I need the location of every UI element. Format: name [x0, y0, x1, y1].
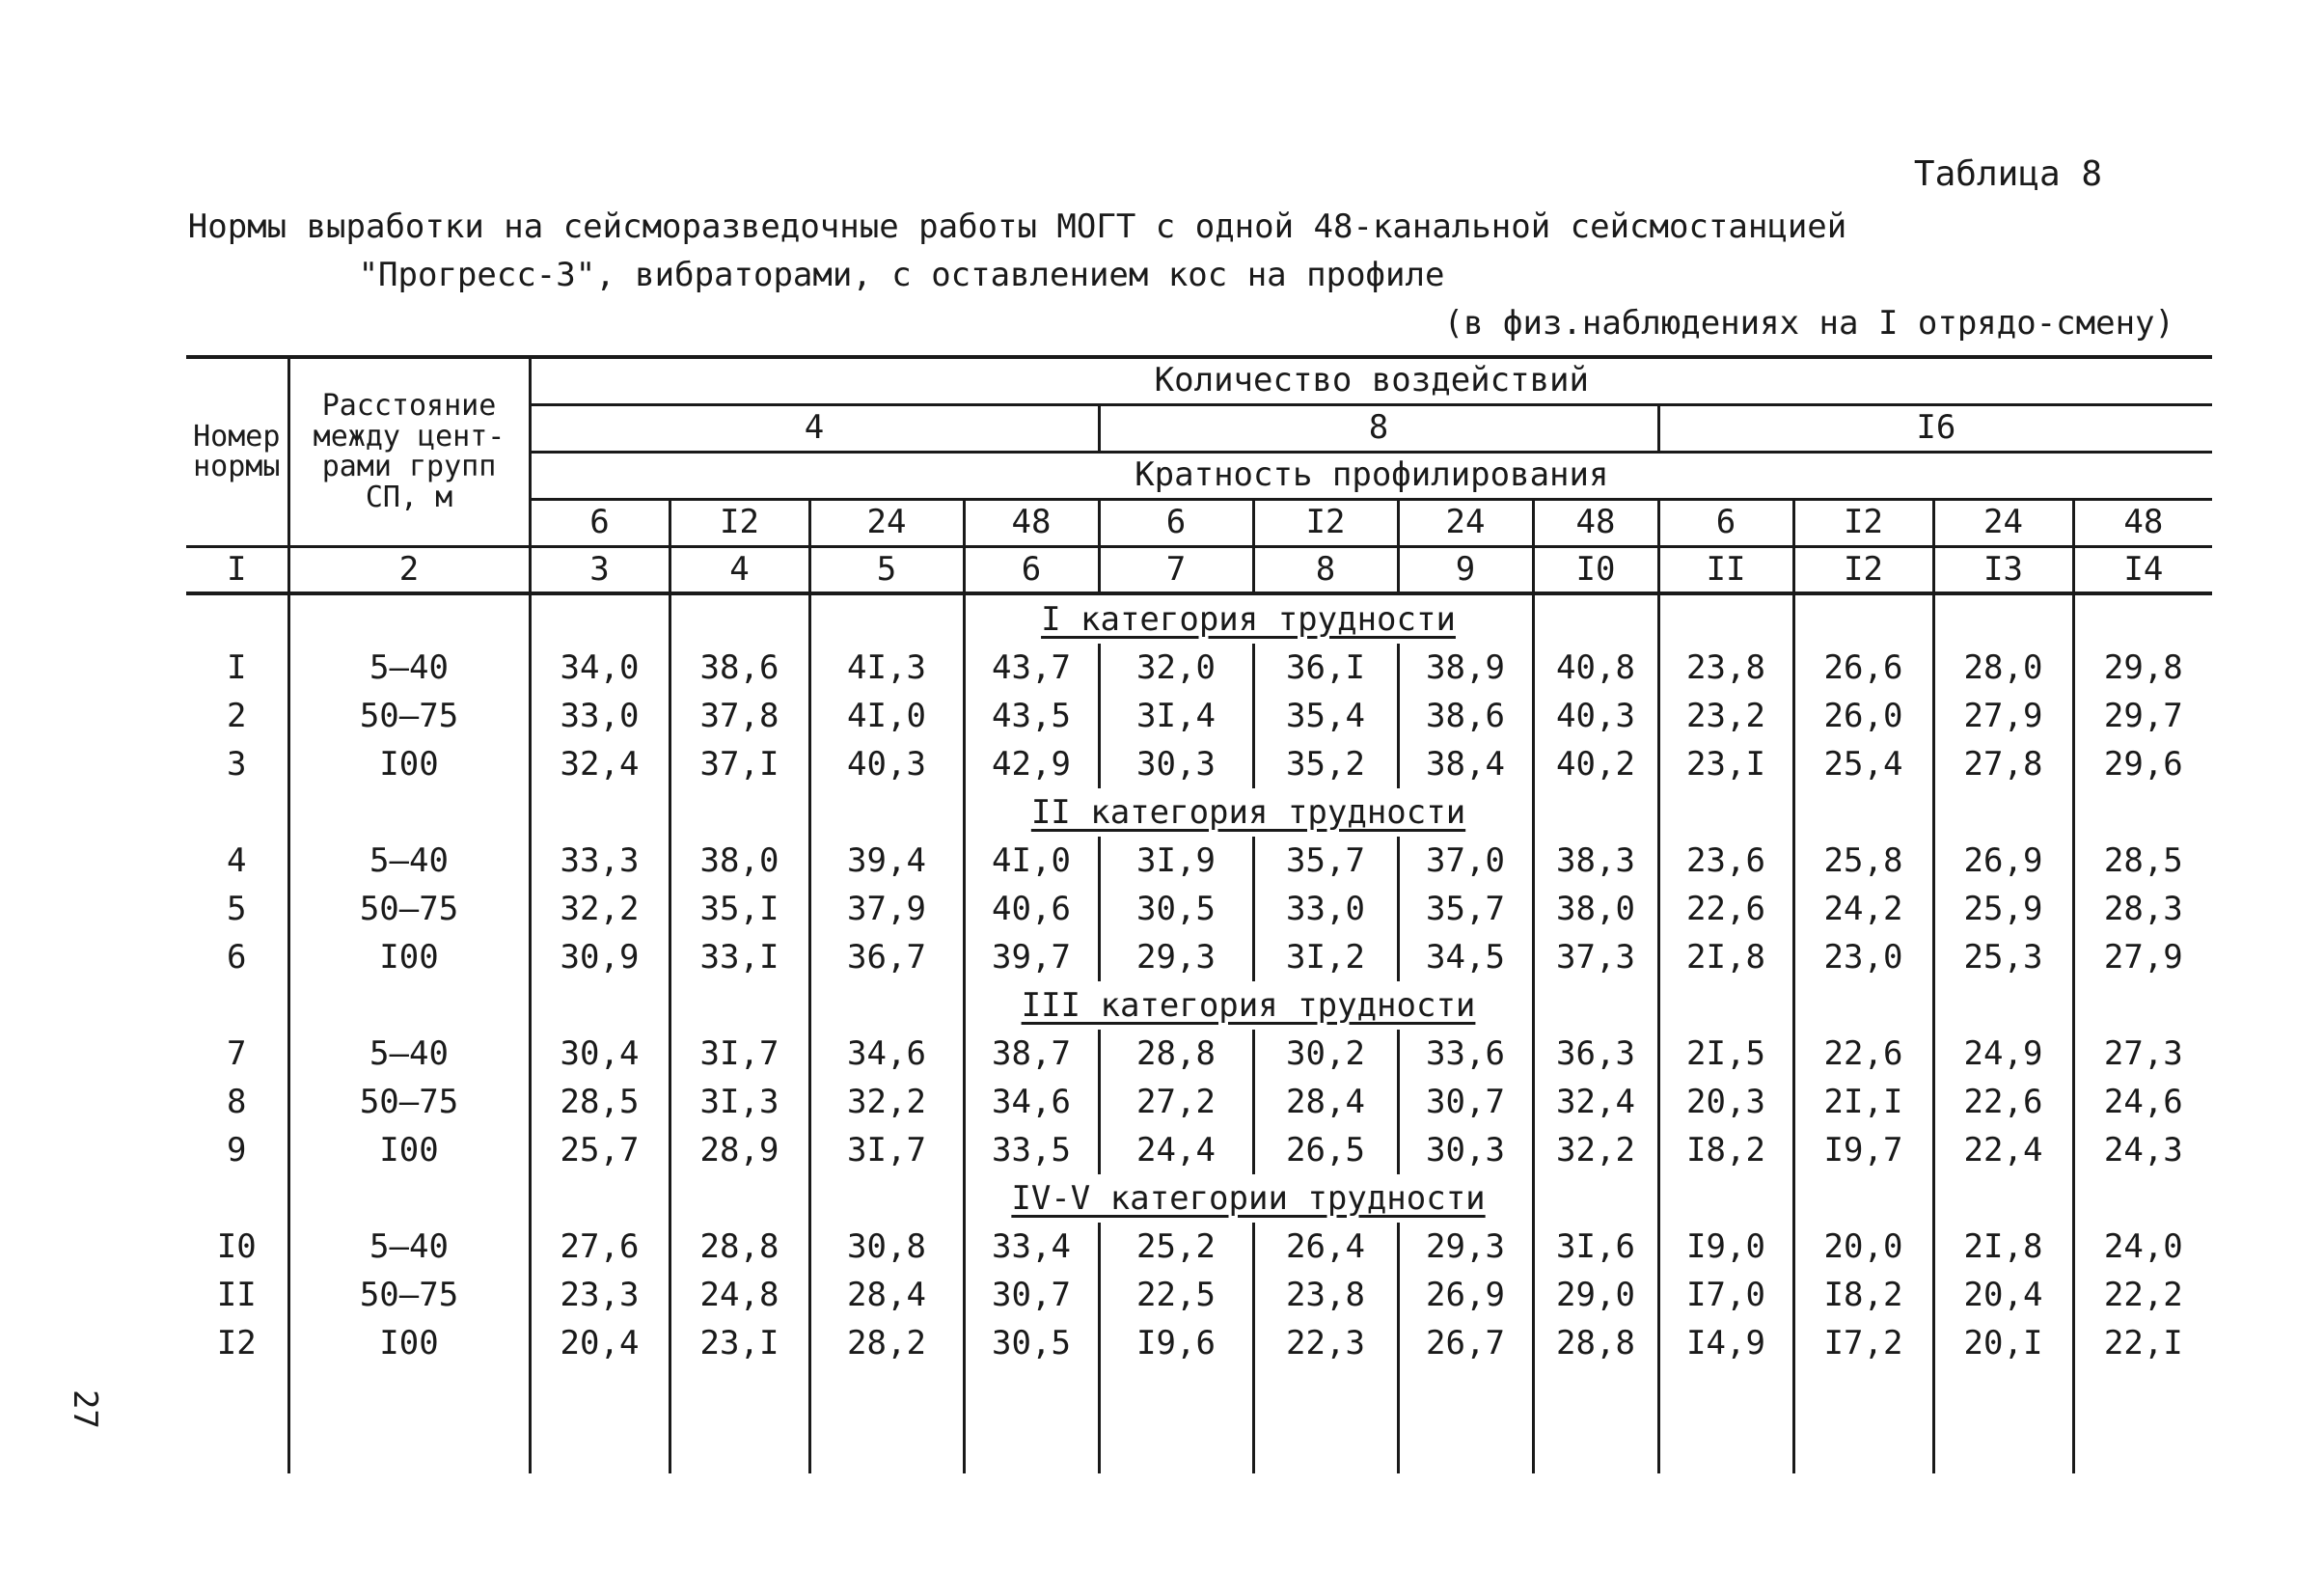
header-impact-group: 8: [1099, 404, 1658, 452]
norm-value: 20,4: [1933, 1271, 2073, 1319]
norm-value: I9,7: [1793, 1126, 1933, 1174]
header-multiplicity-value: 6: [530, 499, 670, 546]
norm-number: 6: [227, 937, 247, 977]
category-row: [186, 788, 2212, 837]
norm-value: I7,0: [1658, 1271, 1793, 1319]
norm-value: 22,6: [1793, 1030, 1933, 1078]
norm-value: 33,4: [964, 1223, 1099, 1271]
norm-value: 30,5: [964, 1319, 1099, 1367]
norm-number: 8: [227, 1082, 247, 1121]
header-multiplicity-value: 24: [1398, 499, 1533, 546]
norm-value: 2I,I: [1793, 1078, 1933, 1126]
norm-value: 37,9: [809, 885, 964, 933]
norm-value: 33,0: [1253, 885, 1398, 933]
norm-value: 24,6: [2073, 1078, 2212, 1126]
norm-number: 7: [227, 1033, 247, 1073]
table-heading-line2: "Прогресс-3", вибраторами, с оставлением кос на профиле: [358, 256, 1445, 294]
norm-value: 3I,2: [1253, 933, 1398, 981]
table-row: [186, 644, 2212, 692]
norm-value: 24,2: [1793, 885, 1933, 933]
distance-value: 50–75: [288, 692, 530, 740]
norm-value: 40,8: [1533, 644, 1658, 692]
header-multiplicity-value: 48: [1533, 499, 1658, 546]
header-multiplicity-value: I2: [1253, 499, 1398, 546]
header-impacts: Количество воздействий: [530, 357, 2212, 404]
norm-value: 26,9: [1933, 837, 2073, 885]
column-number: 9: [1398, 546, 1533, 593]
norm-value: 2I,8: [1658, 933, 1793, 981]
norm-value: I8,2: [1658, 1126, 1793, 1174]
norm-value: 43,7: [964, 644, 1099, 692]
header-multiplicity-value: 24: [809, 499, 964, 546]
norm-value: 4I,0: [964, 837, 1099, 885]
norm-value: 36,7: [809, 933, 964, 981]
norm-value: 28,8: [1099, 1030, 1253, 1078]
column-number: I: [186, 546, 288, 593]
distance-value: 50–75: [288, 885, 530, 933]
norm-value: 22,6: [1658, 885, 1793, 933]
norm-value: 28,5: [530, 1078, 670, 1126]
distance-value: 50–75: [288, 1078, 530, 1126]
norms-table: [186, 355, 2212, 1473]
norm-number: 3: [227, 744, 247, 784]
norm-value: 37,I: [670, 740, 809, 788]
norm-value: 29,7: [2073, 692, 2212, 740]
norm-value: 38,3: [1533, 837, 1658, 885]
norm-value: 26,5: [1253, 1126, 1398, 1174]
table-row: [186, 740, 2212, 788]
norm-value: 26,9: [1398, 1271, 1533, 1319]
norm-value: 38,9: [1398, 644, 1533, 692]
norm-value: 30,9: [530, 933, 670, 981]
category-row: [186, 593, 2212, 644]
norm-value: 40,2: [1533, 740, 1658, 788]
norm-value: 32,2: [1533, 1126, 1658, 1174]
norm-value: 25,9: [1933, 885, 2073, 933]
norm-value: 35,2: [1253, 740, 1398, 788]
column-number: I2: [1793, 546, 1933, 593]
norm-value: 36,I: [1253, 644, 1398, 692]
norm-value: 27,6: [530, 1223, 670, 1271]
norm-value: 23,8: [1658, 644, 1793, 692]
norm-value: 30,4: [530, 1030, 670, 1078]
norm-value: 28,5: [2073, 837, 2212, 885]
distance-value: 5–40: [288, 644, 530, 692]
norm-value: 23,I: [670, 1319, 809, 1367]
distance-value: I00: [288, 1319, 530, 1367]
norm-value: 22,3: [1253, 1319, 1398, 1367]
norm-value: 3I,7: [670, 1030, 809, 1078]
header-multiplicity-value: I2: [670, 499, 809, 546]
norm-value: 32,2: [530, 885, 670, 933]
norm-value: 25,2: [1099, 1223, 1253, 1271]
norm-value: 33,3: [530, 837, 670, 885]
norm-value: 27,9: [2073, 933, 2212, 981]
norm-value: 4I,3: [809, 644, 964, 692]
header-multiplicity-value: 6: [1658, 499, 1793, 546]
norm-value: I9,0: [1658, 1223, 1793, 1271]
distance-value: I00: [288, 933, 530, 981]
norm-value: 24,9: [1933, 1030, 2073, 1078]
column-number: I4: [2073, 546, 2212, 593]
norm-value: I9,6: [1099, 1319, 1253, 1367]
category-row: [186, 981, 2212, 1030]
distance-value: 5–40: [288, 1223, 530, 1271]
norm-value: 29,0: [1533, 1271, 1658, 1319]
column-number: II: [1658, 546, 1793, 593]
table-row: [186, 933, 2212, 981]
norm-value: 28,2: [809, 1319, 964, 1367]
header-multiplicity: Кратность профилирования: [530, 452, 2212, 499]
units-note: (в физ.наблюдениях на I отрядо-смену): [1443, 304, 2174, 343]
table-row: [186, 1319, 2212, 1367]
distance-value: I00: [288, 1126, 530, 1174]
table-row: [186, 1271, 2212, 1319]
norm-value: 38,4: [1398, 740, 1533, 788]
norm-value: 2I,8: [1933, 1223, 2073, 1271]
norm-number: 2: [227, 696, 247, 735]
norm-value: 23,8: [1253, 1271, 1398, 1319]
norm-value: 39,7: [964, 933, 1099, 981]
norm-number: I: [227, 647, 247, 687]
norm-value: 20,3: [1658, 1078, 1793, 1126]
header-multiplicity-value: 24: [1933, 499, 2073, 546]
distance-value: 50–75: [288, 1271, 530, 1319]
norm-value: 33,6: [1398, 1030, 1533, 1078]
page-number: 27: [66, 1390, 104, 1429]
norm-number: 9: [227, 1130, 247, 1169]
category-title: IV-V категории трудности: [1011, 1178, 1486, 1218]
norm-value: 3I,9: [1099, 837, 1253, 885]
norm-value: 30,8: [809, 1223, 964, 1271]
norm-value: 33,0: [530, 692, 670, 740]
header-multiplicity-value: 48: [2073, 499, 2212, 546]
column-number: 3: [530, 546, 670, 593]
norm-number: 5: [227, 889, 247, 928]
table-row: [186, 692, 2212, 740]
norm-value: 26,6: [1793, 644, 1933, 692]
norm-value: 30,2: [1253, 1030, 1398, 1078]
norm-value: 29,6: [2073, 740, 2212, 788]
norm-value: 33,5: [964, 1126, 1099, 1174]
norm-value: 22,I: [2073, 1319, 2212, 1367]
norm-value: 40,3: [809, 740, 964, 788]
norm-value: 28,0: [1933, 644, 2073, 692]
norm-value: 38,6: [1398, 692, 1533, 740]
header-norm-number: Номер нормы: [186, 357, 288, 546]
table-row: [186, 1078, 2212, 1126]
distance-value: I00: [288, 740, 530, 788]
norm-value: 35,7: [1398, 885, 1533, 933]
norm-value: 24,0: [2073, 1223, 2212, 1271]
norm-value: 40,6: [964, 885, 1099, 933]
column-number: I0: [1533, 546, 1658, 593]
table-label: Таблица 8: [1913, 154, 2102, 194]
norm-value: 23,6: [1658, 837, 1793, 885]
norm-number: 4: [227, 840, 247, 880]
norm-value: 29,3: [1398, 1223, 1533, 1271]
norm-value: 24,4: [1099, 1126, 1253, 1174]
norm-value: 28,4: [809, 1271, 964, 1319]
column-number: 2: [288, 546, 530, 593]
norm-value: 4I,0: [809, 692, 964, 740]
norm-value: 28,8: [1533, 1319, 1658, 1367]
norm-value: 33,I: [670, 933, 809, 981]
norm-value: 34,5: [1398, 933, 1533, 981]
norm-value: 32,2: [809, 1078, 964, 1126]
category-title: III категория трудности: [1021, 985, 1476, 1025]
norm-value: 35,4: [1253, 692, 1398, 740]
table-row: [186, 1223, 2212, 1271]
norm-value: 34,6: [964, 1078, 1099, 1126]
norm-value: 3I,6: [1533, 1223, 1658, 1271]
norm-value: 30,7: [964, 1271, 1099, 1319]
norm-value: 42,9: [964, 740, 1099, 788]
norm-value: 38,7: [964, 1030, 1099, 1078]
norm-value: 25,8: [1793, 837, 1933, 885]
category-title: I категория трудности: [1041, 599, 1456, 639]
norm-number: I2: [216, 1323, 257, 1362]
norm-value: 25,7: [530, 1126, 670, 1174]
category-row: [186, 1174, 2212, 1223]
norm-number: II: [216, 1275, 257, 1314]
column-number: 7: [1099, 546, 1253, 593]
table-row: [186, 885, 2212, 933]
norm-value: 26,0: [1793, 692, 1933, 740]
norm-value: 32,0: [1099, 644, 1253, 692]
norm-value: 30,3: [1099, 740, 1253, 788]
norm-value: 40,3: [1533, 692, 1658, 740]
norm-value: 24,3: [2073, 1126, 2212, 1174]
table-row: [186, 837, 2212, 885]
norm-value: 34,0: [530, 644, 670, 692]
norm-value: 30,3: [1398, 1126, 1533, 1174]
column-number: I3: [1933, 546, 2073, 593]
column-number: 4: [670, 546, 809, 593]
norm-value: I4,9: [1658, 1319, 1793, 1367]
norm-value: 25,4: [1793, 740, 1933, 788]
norm-value: 28,4: [1253, 1078, 1398, 1126]
norm-value: 2I,5: [1658, 1030, 1793, 1078]
norm-value: 28,9: [670, 1126, 809, 1174]
norm-value: 22,5: [1099, 1271, 1253, 1319]
norm-value: 34,6: [809, 1030, 964, 1078]
norm-value: 24,8: [670, 1271, 809, 1319]
norm-value: 27,9: [1933, 692, 2073, 740]
norm-value: 22,6: [1933, 1078, 2073, 1126]
norm-value: 27,3: [2073, 1030, 2212, 1078]
norm-value: 23,3: [530, 1271, 670, 1319]
table-spacer: [186, 1367, 2212, 1473]
norm-value: 23,I: [1658, 740, 1793, 788]
norm-value: I8,2: [1793, 1271, 1933, 1319]
norm-value: 26,7: [1398, 1319, 1533, 1367]
norm-number: I0: [216, 1226, 257, 1266]
distance-value: 5–40: [288, 837, 530, 885]
norm-value: 27,8: [1933, 740, 2073, 788]
norm-value: 43,5: [964, 692, 1099, 740]
norm-value: 35,I: [670, 885, 809, 933]
table-row: [186, 1030, 2212, 1078]
norm-value: 32,4: [1533, 1078, 1658, 1126]
norm-value: 25,3: [1933, 933, 2073, 981]
header-impact-group: I6: [1658, 404, 2212, 452]
norm-value: 28,3: [2073, 885, 2212, 933]
norm-value: 39,4: [809, 837, 964, 885]
table-row: [186, 1126, 2212, 1174]
header-distance: Расстояние между цент- рами групп СП, м: [288, 357, 530, 546]
norm-value: 38,6: [670, 644, 809, 692]
norm-value: 37,3: [1533, 933, 1658, 981]
header-impact-group: 4: [530, 404, 1099, 452]
norm-value: 23,0: [1793, 933, 1933, 981]
norm-value: 30,5: [1099, 885, 1253, 933]
norm-value: 36,3: [1533, 1030, 1658, 1078]
norm-value: 27,2: [1099, 1078, 1253, 1126]
norm-value: 20,4: [530, 1319, 670, 1367]
norm-value: 22,2: [2073, 1271, 2212, 1319]
table-heading-line1: Нормы выработки на сейсморазведочные работы МОГТ с одной 48-канальной сейсмостанцией: [187, 207, 1847, 246]
norm-value: 28,8: [670, 1223, 809, 1271]
header-multiplicity-value: I2: [1793, 499, 1933, 546]
norm-value: 20,I: [1933, 1319, 2073, 1367]
norm-value: 3I,3: [670, 1078, 809, 1126]
column-number: 5: [809, 546, 964, 593]
norm-value: 23,2: [1658, 692, 1793, 740]
distance-value: 5–40: [288, 1030, 530, 1078]
norm-value: 37,8: [670, 692, 809, 740]
norm-value: 20,0: [1793, 1223, 1933, 1271]
norm-value: I7,2: [1793, 1319, 1933, 1367]
column-number: 6: [964, 546, 1099, 593]
norm-value: 26,4: [1253, 1223, 1398, 1271]
norm-value: 37,0: [1398, 837, 1533, 885]
header-multiplicity-value: 48: [964, 499, 1099, 546]
category-title: II категория трудности: [1030, 792, 1466, 832]
header-multiplicity-value: 6: [1099, 499, 1253, 546]
norm-value: 29,3: [1099, 933, 1253, 981]
norm-value: 38,0: [670, 837, 809, 885]
norm-value: 29,8: [2073, 644, 2212, 692]
norm-value: 3I,7: [809, 1126, 964, 1174]
norm-value: 38,0: [1533, 885, 1658, 933]
norm-value: 30,7: [1398, 1078, 1533, 1126]
norm-value: 3I,4: [1099, 692, 1253, 740]
column-number: 8: [1253, 546, 1398, 593]
norm-value: 22,4: [1933, 1126, 2073, 1174]
norm-value: 35,7: [1253, 837, 1398, 885]
norm-value: 32,4: [530, 740, 670, 788]
